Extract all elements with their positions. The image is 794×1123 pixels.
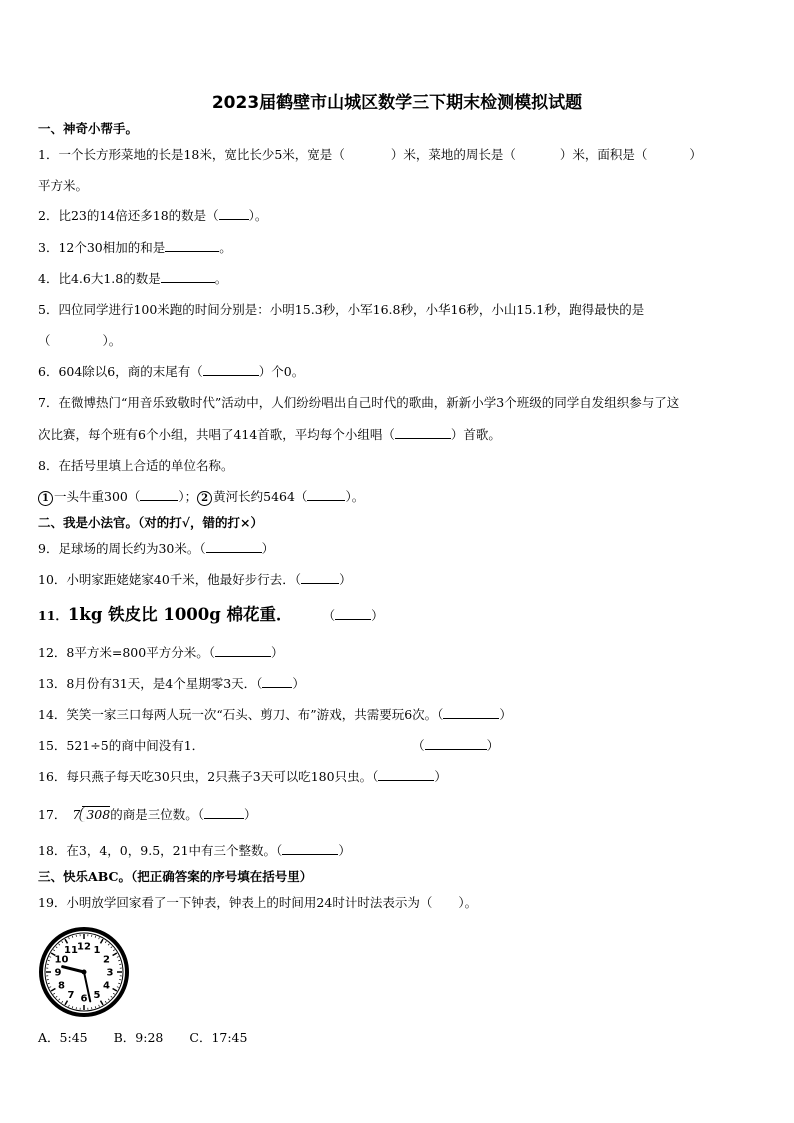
clock-image (38, 926, 130, 1018)
question-18: 18．在3，4，0，9.5，21中有三个整数。（ ） (38, 843, 351, 858)
question-1: 1．一个长方形菜地的长是18米，宽比长少5米，宽是（ ）米，菜地的周长是（ ）米，面积是（ ） (38, 147, 702, 162)
question-19: 19．小明放学回家看了一下钟表，钟表上的时间用24时计时法表示为（ ）。 (38, 895, 478, 910)
question-7-continued: 次比赛，每个班有6个小组，共唱了414首歌，平均每个小组唱（ ）首歌。 (38, 427, 501, 442)
question-16: 16．每只燕子每天吃30只虫，2只燕子3天可以吃180只虫。（ ） (38, 769, 447, 784)
choice-c[interactable]: C．17:45 (189, 1030, 248, 1045)
question-7: 7．在微博热门“用音乐致敬时代”活动中，人们纷纷唱出自己时代的歌曲，新新小学3个班级的同学自发组织参与了这 (38, 395, 680, 410)
question-15: 15．521÷5的商中间没有1． （ ） (38, 738, 500, 753)
circled-number-2: 2 (197, 491, 212, 506)
question-3: 3．12个30相加的和是 。 (38, 240, 232, 255)
question-6: 6．604除以6，商的末尾有（ ）个0。 (38, 364, 305, 379)
answer-choices (38, 1030, 768, 1046)
clock-number: 1 (93, 944, 101, 956)
question-1-continued: 平方米。 (38, 178, 89, 193)
question-9: 9．足球场的周长约为30米。（ ） (38, 541, 275, 556)
clock-number: 9 (54, 967, 62, 979)
question-17: 17． 7 308的商是三位数。（ ） (38, 807, 257, 822)
clock-number: 3 (106, 967, 114, 979)
clock-number: 6 (80, 993, 88, 1005)
question-12: 12．8平方米=800平方分米。（ ） (38, 645, 284, 660)
question-14: 14．笑笑一家三口每两人玩一次“石头、剪刀、布”游戏，共需要玩6次。（ ） (38, 707, 512, 722)
choice-a[interactable]: A．5:45 (38, 1030, 88, 1045)
page-title: 2023届鹤壁市山城区数学三下期末检测模拟试题 (211, 93, 583, 113)
question-5: 5．四位同学进行100米跑的时间分别是：小明15.3秒，小军16.8秒，小华16秒，小山15.1秒，跑得最快的是 (38, 302, 645, 317)
clock-center (82, 970, 87, 975)
question-8-items: 1 一头牛重300（ ）； 2 黄河长约5464（ ）。 (38, 489, 768, 506)
section-3-heading: 三、快乐ABC。（把正确答案的序号填在括号里） (38, 869, 313, 884)
clock-number: 11 (64, 944, 78, 956)
clock-number: 4 (103, 980, 111, 992)
section-1-heading: 一、神奇小帮手。 (38, 121, 139, 136)
question-11: 11．1kg 铁皮比 1000g 棉花重． （ ） (38, 605, 384, 624)
question-4: 4．比4.6大1.8的数是 。 (38, 271, 228, 286)
question-8: 8．在括号里填上合适的单位名称。 (38, 458, 234, 473)
choice-b[interactable]: B．9:28 (113, 1030, 164, 1045)
clock-number: 2 (103, 954, 111, 966)
clock-number: 8 (57, 980, 65, 992)
long-division-sign: 308 (82, 806, 110, 823)
question-13: 13．8月份有31天，是4个星期零3天．（ ） (38, 676, 305, 691)
clock-number: 7 (67, 990, 75, 1002)
clock-number: 10 (54, 954, 69, 966)
circled-number-1: 1 (38, 491, 53, 506)
question-5-continued: （ ）。 (38, 333, 122, 348)
section-2-heading: 二、我是小法官。（对的打√，错的打×） (38, 515, 263, 530)
question-10: 10．小明家距姥姥家40千米，他最好步行去．（ ） (38, 572, 352, 587)
clock-number: 5 (93, 990, 101, 1002)
clock-number: 12 (77, 941, 91, 953)
question-2: 2．比23的14倍还多18的数是（ ）。 (38, 208, 268, 223)
